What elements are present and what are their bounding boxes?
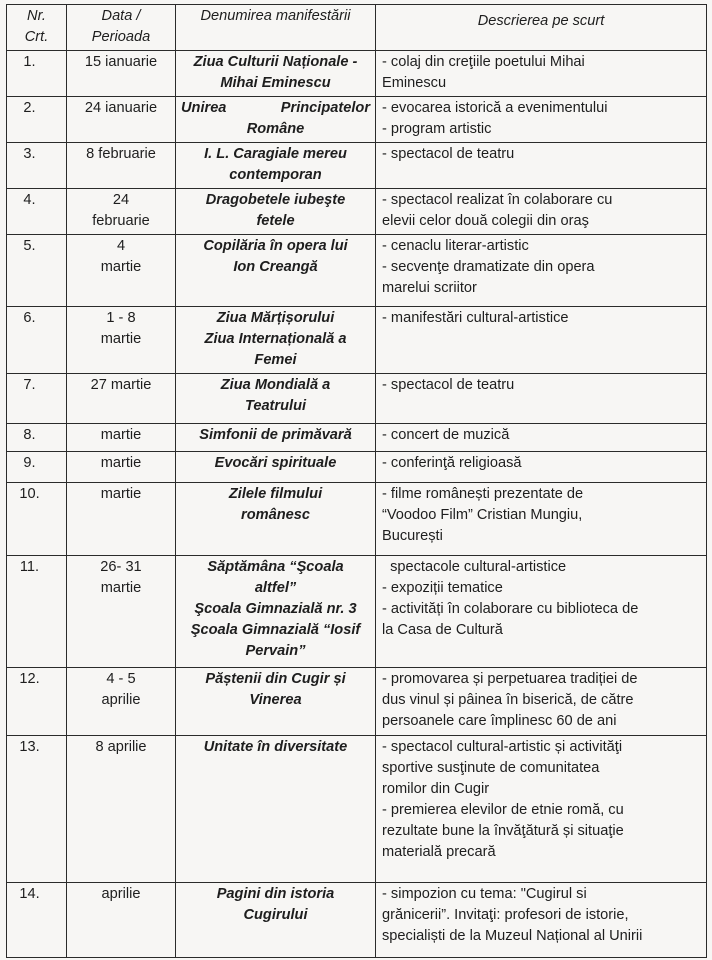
row-date xyxy=(67,483,176,556)
event-description-line: marelui scriitor xyxy=(382,280,477,296)
event-description-line: - concert de muzică xyxy=(382,427,510,443)
row-date xyxy=(67,424,176,452)
header-date-line: Data / xyxy=(101,8,141,24)
event-name-line: Femei xyxy=(254,352,297,368)
row-number: 7. xyxy=(7,374,67,424)
event-name-line: Săptămâna “Şcoala xyxy=(207,559,344,575)
row-date-line: 4 xyxy=(116,238,126,254)
event-description xyxy=(376,97,707,143)
event-description-line: Eminescu xyxy=(382,75,447,91)
event-name-line: Ziua Mondială a xyxy=(220,377,331,393)
event-description-line: - filme românești prezentate de xyxy=(382,486,584,502)
event-description xyxy=(376,883,707,958)
event-name-line: Simfonii de primăvară xyxy=(199,427,352,443)
row-date-line: martie xyxy=(100,331,142,347)
row-number: 9. xyxy=(7,452,67,483)
event-description-line: - premierea elevilor de etnie romă, cu xyxy=(382,802,624,818)
event-description-line: - conferinţă religioasă xyxy=(382,455,522,471)
row-date-line: 26- 31 xyxy=(100,559,142,575)
event-description-line: - expoziții tematice xyxy=(382,580,503,596)
event-name-line: I. L. Caragiale mereu xyxy=(204,146,347,162)
event-description-line: persoanele care împlinesc 60 de ani xyxy=(382,713,617,729)
event-name-line: Ion Creangă xyxy=(233,259,318,275)
event-name xyxy=(176,51,376,97)
row-date-line: martie xyxy=(100,259,142,275)
event-description xyxy=(376,51,707,97)
row-date-line: martie xyxy=(100,580,142,596)
event-name-line: Copilăria în opera lui xyxy=(203,238,348,254)
row-date-line: aprilie xyxy=(101,886,141,902)
table-row xyxy=(7,452,707,483)
event-name xyxy=(176,189,376,235)
event-description-line: - colaj din creţiile poetului Mihai xyxy=(382,54,585,70)
event-description-line: - manifestări cultural-artistice xyxy=(382,310,569,326)
row-date-line: 1 - 8 xyxy=(106,310,136,326)
event-description-line: elevii celor două colegii din oraş xyxy=(382,213,589,229)
event-description-line: “Voodoo Film” Cristian Mungiu, xyxy=(382,507,583,523)
event-description-line: la Casa de Cultură xyxy=(382,622,503,638)
event-description-line: dus vinul și pâinea în biserică, de către xyxy=(382,692,634,708)
row-date-line: martie xyxy=(100,486,142,502)
event-name xyxy=(176,452,376,483)
row-date-line: 8 februarie xyxy=(86,146,156,162)
row-date xyxy=(67,189,176,235)
event-name-line: Ziua Internațională a xyxy=(204,331,347,347)
header-date xyxy=(67,5,176,51)
event-description xyxy=(376,736,707,883)
event-description-line: sportive susţinute de comunitatea xyxy=(382,760,600,776)
row-date xyxy=(67,374,176,424)
row-number: 6. xyxy=(7,307,67,374)
row-number: 13. xyxy=(7,736,67,883)
row-date-line: aprilie xyxy=(101,692,141,708)
row-date-line: 24 ianuarie xyxy=(84,100,158,116)
event-description xyxy=(376,374,707,424)
event-description-line: - promovarea și perpetuarea tradiției de xyxy=(382,671,638,687)
event-name-line: fetele xyxy=(256,213,295,229)
event-description-line: - spectacol de teatru xyxy=(382,377,515,393)
event-description-line: rezultate bune la învăţătură și situaţie xyxy=(382,823,624,839)
event-description-line: materială precară xyxy=(382,844,496,860)
row-number: 4. xyxy=(7,189,67,235)
row-date xyxy=(67,556,176,668)
row-number: 1. xyxy=(7,51,67,97)
event-description-line: - spectacol de teatru xyxy=(382,146,515,162)
event-name-line: Unirea Principatelor xyxy=(181,100,370,116)
table-row xyxy=(7,556,707,668)
event-description-line: - spectacol realizat în colaborare cu xyxy=(382,192,613,208)
row-date-line: 15 ianuarie xyxy=(84,54,158,70)
row-number: 10. xyxy=(7,483,67,556)
row-date xyxy=(67,668,176,736)
row-number: 3. xyxy=(7,143,67,189)
row-date-line: 4 - 5 xyxy=(106,671,136,687)
event-name-line: Unitate în diversitate xyxy=(203,739,348,755)
event-description xyxy=(376,235,707,307)
event-name-line: Ziua Culturii Naționale - xyxy=(193,54,358,70)
event-name xyxy=(176,736,376,883)
events-table xyxy=(6,4,707,958)
event-description xyxy=(376,556,707,668)
row-date-line: februarie xyxy=(92,213,150,229)
event-name-line: Mihai Eminescu xyxy=(220,75,331,91)
row-date-line: 8 aprilie xyxy=(95,739,147,755)
table-row xyxy=(7,189,707,235)
event-name-line: Şcoala Gimnazială nr. 3 xyxy=(194,601,357,617)
event-description-line: - evocarea istorică a evenimentului xyxy=(382,100,608,116)
event-description-line: - simpozion cu tema: "Cugirul si xyxy=(382,886,587,902)
row-date xyxy=(67,452,176,483)
header-name-text: Denumirea manifestării xyxy=(200,8,351,24)
event-name-line: contemporan xyxy=(229,167,322,183)
event-name-line: Teatrului xyxy=(244,398,307,414)
event-name-line: Cugirului xyxy=(243,907,308,923)
event-description-line: spectacole cultural-artistice xyxy=(382,559,567,575)
event-description-line: București xyxy=(382,528,443,544)
event-name xyxy=(176,424,376,452)
header-name xyxy=(176,5,376,51)
table-row xyxy=(7,143,707,189)
table-row xyxy=(7,668,707,736)
event-name-line: Pagini din istoria xyxy=(216,886,335,902)
event-name xyxy=(176,97,376,143)
header-nr xyxy=(7,5,67,51)
table-row xyxy=(7,307,707,374)
event-name-line: Române xyxy=(246,121,305,137)
table-row xyxy=(7,483,707,556)
event-description-line: specialiști de la Muzeul Național al Unirii xyxy=(382,928,643,944)
row-date-line: 24 xyxy=(112,192,130,208)
event-name xyxy=(176,143,376,189)
event-name-line: Zilele filmului xyxy=(228,486,323,502)
row-number: 2. xyxy=(7,97,67,143)
row-date xyxy=(67,51,176,97)
event-name xyxy=(176,483,376,556)
table-row xyxy=(7,424,707,452)
row-number: 11. xyxy=(7,556,67,668)
row-date-line: 27 martie xyxy=(90,377,152,393)
event-name-line: Ziua Mărțișorului xyxy=(216,310,335,326)
event-description-line: - cenaclu literar-artistic xyxy=(382,238,529,254)
header-desc xyxy=(376,5,707,51)
event-name xyxy=(176,556,376,668)
table-row xyxy=(7,374,707,424)
event-name xyxy=(176,307,376,374)
header-date-line: Perioada xyxy=(91,29,151,45)
table-row xyxy=(7,736,707,883)
row-date xyxy=(67,307,176,374)
event-description-line: - program artistic xyxy=(382,121,492,137)
event-description-line: romilor din Cugir xyxy=(382,781,490,797)
event-description-line: - spectacol cultural-artistic și activităţi xyxy=(382,739,623,755)
row-date xyxy=(67,736,176,883)
event-name-line: Şcoala Gimnazială “Iosif xyxy=(190,622,361,638)
event-name-line: Vinerea xyxy=(249,692,302,708)
event-description-line: - secvenţe dramatizate din opera xyxy=(382,259,595,275)
event-name xyxy=(176,668,376,736)
event-description xyxy=(376,307,707,374)
table-row xyxy=(7,97,707,143)
event-description xyxy=(376,143,707,189)
event-name-line: altfel” xyxy=(254,580,297,596)
event-name-line: Evocări spirituale xyxy=(214,455,337,471)
row-number: 8. xyxy=(7,424,67,452)
table-row xyxy=(7,235,707,307)
event-description-line: grănicerii”. Invitaţi: profesori de istorie, xyxy=(382,907,629,923)
event-name-line: Pervain” xyxy=(245,643,306,659)
event-description xyxy=(376,452,707,483)
row-date xyxy=(67,97,176,143)
event-name-line: românesc xyxy=(241,507,310,523)
event-description xyxy=(376,483,707,556)
event-name-line: Păștenii din Cugir și xyxy=(205,671,346,687)
event-name xyxy=(176,374,376,424)
header-desc-text: Descrierea pe scurt xyxy=(477,13,605,29)
row-number: 12. xyxy=(7,668,67,736)
event-description xyxy=(376,668,707,736)
event-description-line: - activități în colaborare cu biblioteca de xyxy=(382,601,639,617)
row-date xyxy=(67,143,176,189)
event-name xyxy=(176,235,376,307)
table-row xyxy=(7,883,707,958)
header-nr-line: Nr. xyxy=(27,8,46,24)
table-row xyxy=(7,51,707,97)
header-nr-line: Crt. xyxy=(24,29,49,45)
event-name xyxy=(176,883,376,958)
row-date-line: martie xyxy=(100,455,142,471)
row-date-line: martie xyxy=(100,427,142,443)
event-description xyxy=(376,189,707,235)
event-name-line: Dragobetele iubeşte xyxy=(205,192,346,208)
table-header-row xyxy=(7,5,707,51)
row-date xyxy=(67,883,176,958)
table-body xyxy=(7,51,707,958)
row-number: 14. xyxy=(7,883,67,958)
row-number: 5. xyxy=(7,235,67,307)
event-description xyxy=(376,424,707,452)
row-date xyxy=(67,235,176,307)
